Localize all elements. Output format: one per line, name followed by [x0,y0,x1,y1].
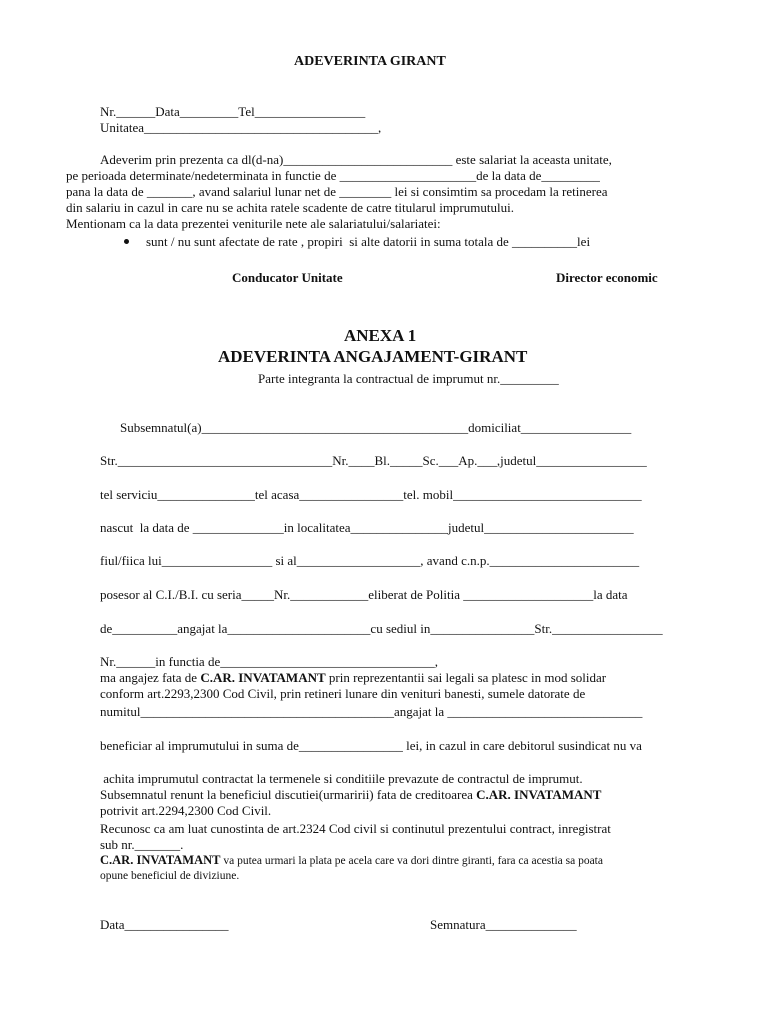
commitment-line-1 [100,670,606,685]
field-parinti: fiul/fiica lui_________________ si al___________________, avand c.n.p._______________________ [100,553,640,568]
clause-line-6 [100,853,603,869]
signature-conducator: Conducator Unitate [232,270,343,285]
commitment-text: ma angajez fata de [100,670,201,685]
clause-text-3: va putea urmari la plata pe acela care va dori dintre giranti, fara ca acestia sa poata [220,855,603,867]
field-telefon: tel serviciu_______________tel acasa________________tel. mobil_____________________________ [100,487,642,502]
clause-line-5: sub nr._______. [100,837,184,852]
field-ci: posesor al C.I./B.I. cu seria_____Nr.____________eliberat de Politia ____________________la data [100,587,628,602]
annex-title: ANEXA 1 [344,326,417,345]
clause-line-3: potrivit art.2294,2300 Cod Civil. [100,803,272,818]
field-subsemnatul: Subsemnatul(a)_________________________________________domiciliat_________________ [120,420,632,435]
clause-line-7: opune beneficiul de diviziune. [100,870,240,882]
field-nascut: nascut la data de ______________in localitatea_______________judetul_______________________ [100,520,634,535]
clause-line-2 [100,787,601,802]
signature-director: Director economic [556,270,658,285]
paragraph-line-1: Adeverim prin prezenta ca dl(d-na)__________________________ este salariat la aceasta unitate, [100,152,612,167]
clause-line-4: Recunosc ca am luat cunostinta de art.2324 Cod civil si continutul prezentului contract, inregistrat [100,821,611,836]
bullet-icon [124,239,129,244]
date-field: Data________________ [100,917,229,932]
signature-field: Semnatura______________ [430,917,577,932]
clause-line-1: achita imprumutul contractat la termenele si conditiile prevazute de contractul de imprumut. [100,771,583,786]
bullet-item: sunt / nu sunt afectate de rate , propiri si alte datorii in suma totala de __________lei [146,234,591,249]
clause-text: Subsemnatul renunt la beneficiul discutiei(urmaririi) fata de creditoarea [100,787,477,802]
annex-subtitle-title: ADEVERINTA ANGAJAMENT-GIRANT [218,347,528,366]
paragraph-line-4: din salariu in cazul in care nu se achita ratele scadente de catre titularul imprumutului. [66,200,514,215]
field-angajat: de__________angajat la______________________cu sediul in________________Str._________________ [100,621,663,636]
commitment-line-2: conform art.2293,2300 Cod Civil, prin retineri lunare din venituri banesti, sumele datorate de [100,686,586,701]
paragraph-line-3: pana la data de _______, avand salariul lunar net de ________ lei si consimtim sa procedam la retinerea [66,184,608,199]
creditor-name-3: C.AR. INVATAMANT [100,853,221,867]
field-strada: Str._________________________________Nr.____Bl._____Sc.___Ap.___,judetul_________________ [100,453,647,468]
unitatea-line: Unitatea____________________________________, [100,120,382,135]
field-functia: Nr.______in functia de_________________________________, [100,654,438,669]
creditor-name: C.AR. INVATAMANT [200,670,326,685]
paragraph-line-2: pe perioada determinate/nedeterminata in functie de _____________________de la data de_________ [66,168,600,183]
paragraph-line-5: Mentionam ca la data prezentei veniturile nete ale salariatului/salariatei: [66,216,441,231]
creditor-name-2: C.AR. INVATAMANT [476,787,602,802]
commitment-line-3: numitul_______________________________________angajat la ______________________________ [100,704,643,719]
beneficiar-line: beneficiar al imprumutului in suma de________________ lei, in cazul in care debitorul susindicat nu va [100,738,642,753]
commitment-text-2: prin reprezentantii sai legali sa platesc in mod solidar [325,670,607,685]
nr-data-tel-line: Nr.______Data_________Tel_________________ [100,104,366,119]
annex-subtitle: Parte integranta la contractual de imprumut nr._________ [258,371,559,386]
document-title: ADEVERINTA GIRANT [294,54,446,69]
